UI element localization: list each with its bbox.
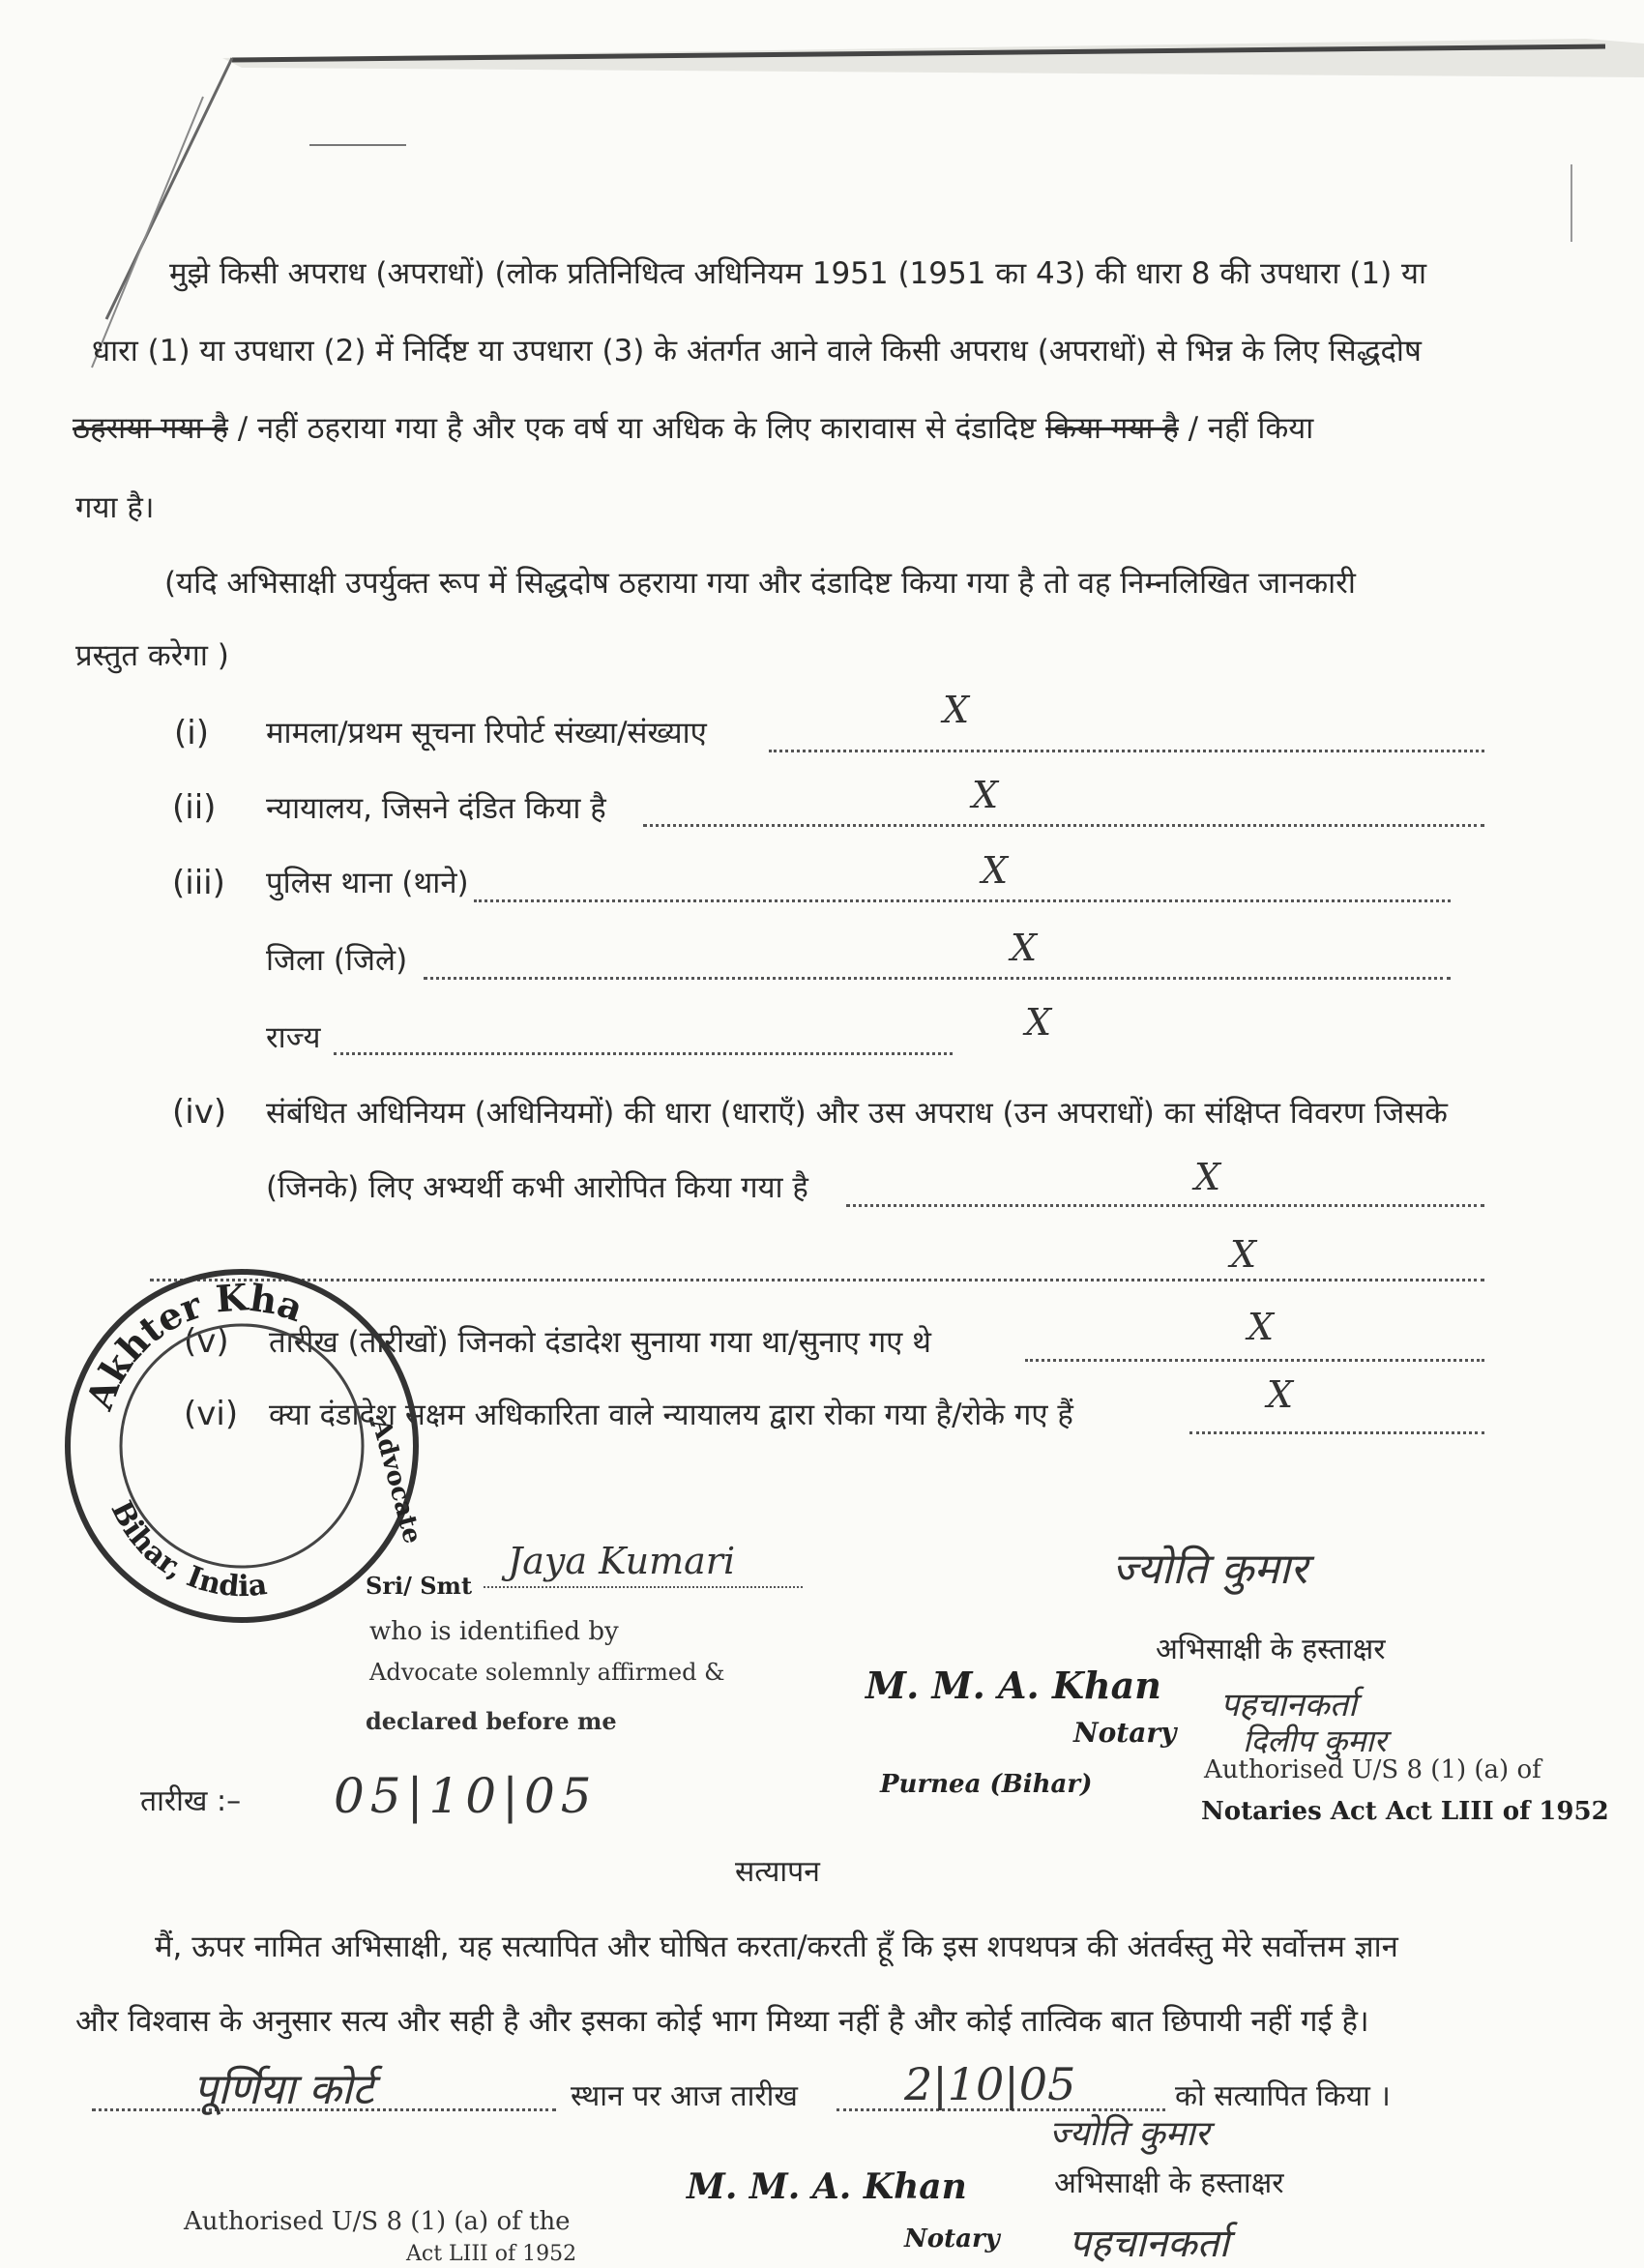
- item-iii-police-cross-mark: X: [982, 849, 1009, 892]
- item-iv-label-2: (जिनके) लिए अभ्यर्थी कभी आरोपित किया गया है: [266, 1170, 808, 1205]
- item-iii-state-fill-line: [334, 1052, 953, 1055]
- date-label-1: तारीख :–: [140, 1784, 242, 1818]
- item-iii-police-label: पुलिस थाना (थाने): [266, 866, 469, 900]
- seal-bottom-text: Bihar, India: [103, 1495, 270, 1605]
- notary-2-title: Notary: [904, 2224, 1000, 2253]
- deponent-signature-label-2: अभिसाक्षी के हस्ताक्षर: [1054, 2166, 1284, 2200]
- item-vi-cross-mark: X: [1267, 1373, 1294, 1416]
- item-i-label: मामला/प्रथम सूचना रिपोर्ट संख्या/संख्याए: [266, 716, 707, 751]
- notary-name-fill-line: [484, 1586, 803, 1588]
- item-vi-fill-line: [1189, 1431, 1484, 1434]
- item-vi-label: क्या दंडादेश सक्षम अधिकारिता वाले न्यायालय द्वारा रोका गया है/रोके गए हैं: [269, 1398, 1073, 1432]
- intro-line-2: धारा (1) या उपधारा (2) में निर्दिष्ट या उपधारा (3) के अंतर्गत आने वाले किसी अपराध (अपराधों) से भिन्न के लिए सिद्धदोष: [92, 334, 1422, 368]
- item-iv-number: (iv): [172, 1093, 227, 1132]
- verification-date-handwritten: 2|10|05: [904, 2058, 1076, 2110]
- notary-2-authorised-text: Authorised U/S 8 (1) (a) of the: [184, 2207, 571, 2236]
- verification-place-text: स्थान पर आज तारीख: [571, 2079, 798, 2113]
- item-i-fill-line: [769, 750, 1484, 752]
- note-line-1: (यदि अभिसाक्षी उपर्युक्त रूप में सिद्धदोष ठहराया गया और दंडादिष्ट किया गया है तो वह निम्नलिखित जानकारी: [164, 566, 1356, 601]
- notary-sri-label: Sri/ Smt: [366, 1572, 473, 1600]
- notary-affirmed-text: Advocate solemnly affirmed &: [369, 1659, 725, 1686]
- identifier-name-handwritten: दिलीप कुमार: [1243, 1723, 1387, 1759]
- svg-text:Bihar, India: [104, 1496, 270, 1605]
- seal-side-text: Advocate: [366, 1416, 427, 1547]
- item-iii-state-label: राज्य: [266, 1020, 321, 1055]
- notary-declared-text: declared before me: [366, 1707, 617, 1735]
- struck-text-1: ठहराया गया है: [73, 411, 228, 446]
- identifier-handwritten-1: पहचानकर्ता: [1220, 1686, 1357, 1724]
- item-iii-state-cross-mark: X: [1025, 1001, 1052, 1044]
- verification-place-handwritten: पूर्णिया कोर्ट: [193, 2065, 374, 2114]
- item-v-fill-line: [1025, 1359, 1484, 1362]
- item-v-cross-mark: X: [1248, 1306, 1275, 1348]
- item-i-cross-mark: X: [943, 689, 970, 731]
- intro-line-1: मुझे किसी अपराध (अपराधों) (लोक प्रतिनिधित्व अधिनियम 1951 (1951 का 43) की धारा 8 की उपधारा (1) या: [169, 256, 1427, 291]
- notary-signature-stamp: M. M. A. Khan: [866, 1664, 1161, 1707]
- deponent-signature-label-1: अभिसाक्षी के हस्ताक्षर: [1156, 1633, 1386, 1666]
- struck-text-2: किया गया है: [1045, 411, 1179, 446]
- item-ii-fill-line: [643, 824, 1484, 827]
- verification-line-2: और विश्वास के अनुसार सत्य और सही है और इसका कोई भाग मिथ्या नहीं है और कोई तात्विक बात छिपायी नहीं गई है।: [75, 2004, 1369, 2039]
- deponent-signature-2: ज्योति कुमार: [1049, 2114, 1210, 2154]
- item-vi-number: (vi): [184, 1395, 239, 1433]
- intro-line-4: गया है।: [75, 490, 155, 525]
- intro-line-3-end: / नहीं किया: [1188, 411, 1314, 446]
- notary-2-signature-stamp: M. M. A. Khan: [687, 2166, 967, 2207]
- identifier-handwritten-2: पहचानकर्ता: [1069, 2222, 1229, 2266]
- item-v-label: तारीख (तारीखों) जिनको दंडादेश सुनाया गया था/सुनाए गए थे: [269, 1325, 931, 1360]
- deponent-name-handwritten: Jaya Kumari: [508, 1540, 736, 1582]
- notary-authorised-text: Authorised U/S 8 (1) (a) of: [1204, 1755, 1541, 1784]
- item-iii-police-fill-line: [474, 899, 1451, 902]
- item-ii-number: (ii): [172, 788, 217, 827]
- intro-line-3: [73, 411, 1313, 447]
- intro-line-3-mid: / नहीं ठहराया गया है और एक वर्ष या अधिक के लिए कारावास से दंडादिष्ट: [237, 411, 1037, 446]
- seal-top-text: Akhter Kha: [76, 1275, 309, 1416]
- item-iii-district-cross-mark: X: [1011, 927, 1038, 969]
- deponent-signature-1: ज्योति कुमार: [1112, 1545, 1308, 1594]
- notary-2-act-text: Act LIII of 1952: [406, 2242, 577, 2266]
- notary-title: Notary: [1073, 1717, 1177, 1749]
- item-ii-cross-mark: X: [972, 774, 999, 816]
- item-iv-cross-mark-2: X: [1230, 1233, 1257, 1276]
- item-iv-fill-line-1: [846, 1204, 1484, 1207]
- verification-line-1: मैं, ऊपर नामित अभिसाक्षी, यह सत्यापित और घोषित करता/करती हूँ कि इस शपथपत्र की अंतर्वस्तु मेरे सर्वोत्तम ज्ञान: [155, 1929, 1398, 1964]
- date-value-handwritten-1: 05|10|05: [334, 1768, 598, 1824]
- item-i-number: (i): [174, 714, 209, 752]
- notary-identified-text: who is identified by: [369, 1617, 619, 1646]
- notary-place: Purnea (Bihar): [880, 1770, 1093, 1799]
- svg-text:Akhter Kha: [77, 1275, 309, 1416]
- item-iii-district-label: जिला (जिले): [266, 943, 408, 978]
- item-iv-cross-mark-1: X: [1194, 1156, 1221, 1198]
- verification-end-text: को सत्यापित किया ।: [1175, 2079, 1391, 2113]
- note-line-2: प्रस्तुत करेगा ): [75, 638, 229, 673]
- item-iv-label-1: संबंधित अधिनियम (अधिनियमों) की धारा (धाराएँ) और उस अपराध (उन अपराधों) का संक्षिप्त विवरण जिसके: [266, 1096, 1448, 1131]
- verification-title: सत्यापन: [735, 1855, 820, 1889]
- notary-act-text: Notaries Act Act LIII of 1952: [1201, 1797, 1609, 1826]
- item-v-number: (v): [184, 1322, 229, 1361]
- item-iii-number: (iii): [172, 864, 225, 902]
- item-ii-label: न्यायालय, जिसने दंडित किया है: [266, 791, 606, 826]
- item-iii-district-fill-line: [424, 977, 1451, 980]
